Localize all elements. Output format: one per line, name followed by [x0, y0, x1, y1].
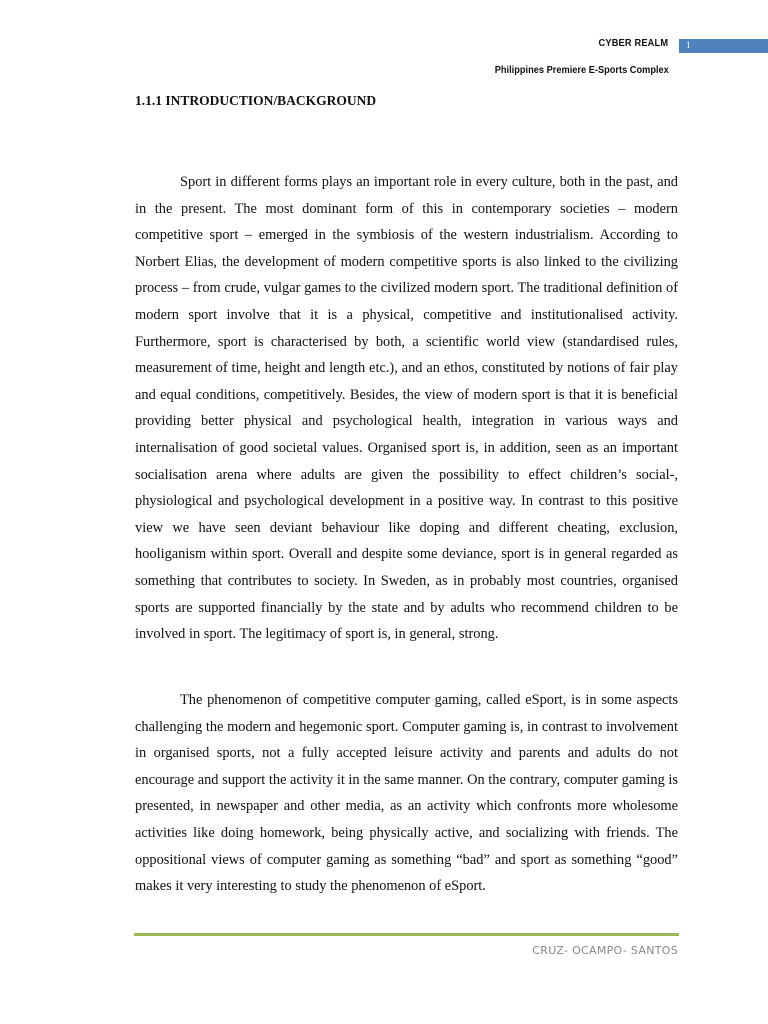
page-number: 1: [686, 40, 691, 50]
paragraph-2: The phenomenon of competitive computer gaming, called eSport, is in some aspects challenging the modern and hegemonic sport. Computer gaming is, in contrast to involvement in organised sports, not a fully accepted leisure activity and parents and adults do not encourage and support the activity it in the same manner. On the contrary, computer gaming is presented, in newspaper and other media, as an activity which confronts more wholesome activities like doing homework, being physically active, and socializing with friends. The oppositional views of computer gaming as something “bad” and sport as something “good” makes it very interesting to study the phenomenon of eSport.: [135, 692, 678, 895]
page-number-tab: [679, 39, 768, 53]
footer-divider: [134, 933, 679, 936]
header-title: CYBER REALM: [598, 37, 668, 49]
header-subtitle: Philippines Premiere E-Sports Complex: [494, 64, 669, 76]
footer-authors: CRUZ- OCAMPO- SANTOS: [532, 944, 678, 957]
paragraph-1: Sport in different forms plays an important role in every culture, both in the past, and in the present. The most dominant form of this in contemporary societies – modern competitive sport – emerged in the symbiosis of the western industrialism. According to Norbert Elias, the development of modern competitive sports is also linked to the civilizing process – from crude, vulgar games to the civilized modern sport. The traditional definition of modern sport involve that it is a physical, competitive and institutionalised activity. Furthermore, sport is characterised by both, a scientific world view (standardised rules, measurement of time, height and length etc.), and an ethos, constituted by notions of fair play and equal conditions, competitively. Besides, the view of modern sport is that it is beneficial providing better physical and psychological health, integration in various ways and internalisation of good societal values. Organised sport is, in addition, seen as an important socialisation arena where adults are given the possibility to effect children’s social-, physiological and psychological development in a positive way. In contrast to this positive view we have seen deviant behaviour like doping and different cheating, exclusion, hooliganism within sport. Overall and despite some deviance, sport is in general regarded as something that contributes to society. In Sweden, as in probably most countries, organised sports are supported financially by the state and by adults who recommend children to be involved in sport. The legitimacy of sport is, in general, strong.: [135, 174, 678, 643]
section-heading: 1.1.1 INTRODUCTION/BACKGROUND: [135, 93, 377, 108]
